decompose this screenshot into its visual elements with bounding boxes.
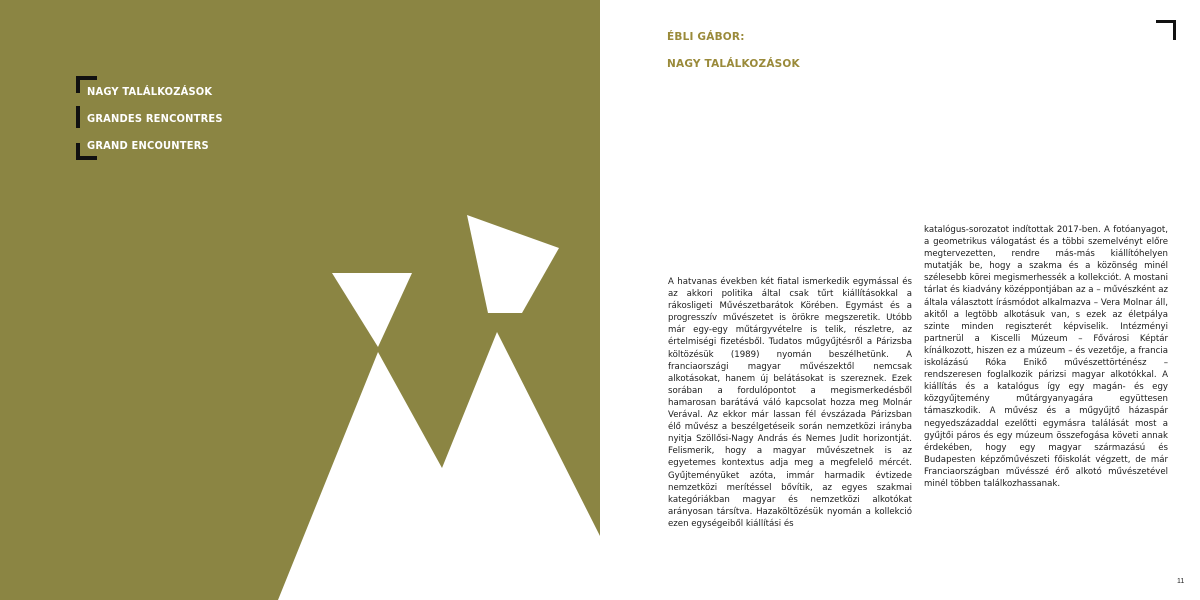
- body-column-2: katalógus-sorozatot indítottak 2017-ben. A fotóanyagot, a geometrikus válogatást és a többi szemelvényt előre megtervezetten, rendre más-más kiállítóhelyen mutatják be, hogy a szakma és a közönség minél szélesebb körei megismerhessék a kollekciót. A mostani tárlat és kiadvány középpontjában az a – művészként az általa választott írásmódot alkalmazva – Vera Molnar áll, akitől a legtöbb alkotásuk van, s ezek az életpálya szinte minden regiszterét képviselik. Intézményi partnerül a Kiscelli Múzeum – Fővárosi Képtár kínálkozott, hiszen ez a múzeum – és vezetője, a francia iskolázású Róka Enikő művészettörténész – rendszeresen foglalkozik párizsi magyar alkotókkal. A kiállítás és a katalógus így egy magán- és egy közgyűjtemény műtárgyanyagára együttesen támaszkodik. A művész és a műgyűjtő házaspár negyedszázaddal ezelőtti egymásra találását most a gyűjtői páros és egy múzeum összefogása követi annak érdekében, hogy egy magyar származású és Budapesten képzőművészeti főiskolát végzett, de már Franciaországban művésszé érő alkotó művészetével minél többen találkozhassanak.: [924, 225, 1168, 489]
- title-list: [76, 76, 276, 166]
- title-hungarian: NAGY TALÁLKOZÁSOK: [87, 85, 213, 98]
- author-heading: ÉBLI GÁBOR:: [667, 31, 745, 43]
- corner-mark-vertical: [1173, 20, 1176, 40]
- title-english: GRAND ENCOUNTERS: [87, 139, 209, 152]
- right-page: [600, 0, 1200, 600]
- bracket-top-horizontal: [76, 76, 97, 80]
- bracket-middle-vertical: [76, 106, 80, 128]
- body-column-1: A hatvanas években két fiatal ismerkedik egymással és az akkori politika által csak tűrt kiállításokkal a rákosligeti Művészetbarátok Körében. Egymást és a progresszív művészetet is örökre megszeretik. Utóbb már egy-egy műtárgyvételre is telik, részletre, az értelmiségi fizetésből. Tudatos műgyűjtésről a Párizsba költözésük (1989) nyomán beszélhetünk. A franciaországi magyar művészektől nemcsak alkotásokat, hanem új belátásokat is szereznek. Ezek sorában a fordulópontot a megismerkedésből hamarosan barátává váló kapcsolat hozza meg Molnár Verával. Az ekkor már lassan fél évszázada Párizsban élő művész a beszélgetéseik során nemzetközi irányba nyitja Szöllősi-Nagy András és Nemes Judit horizontját. Felismerik, hogy a magyar művészetnek is az egyetemes kontextus adja meg a megfelelő mércét. Gyűjteményüket azóta, immár harmadik évtizede nemzetközi merítéssel bővítik, az egyes szakmai kategóriákban magyar és nemzetközi alkotókat arányosan társítva. Hazaköltözésük nyomán a kollekció ezen egységeiből kiállítási és: [668, 277, 912, 529]
- title-french: GRANDES RENCONTRES: [87, 112, 223, 125]
- page-number: 11: [1177, 578, 1185, 585]
- bracket-bottom-horizontal: [76, 156, 97, 160]
- article-title: NAGY TALÁLKOZÁSOK: [667, 58, 800, 70]
